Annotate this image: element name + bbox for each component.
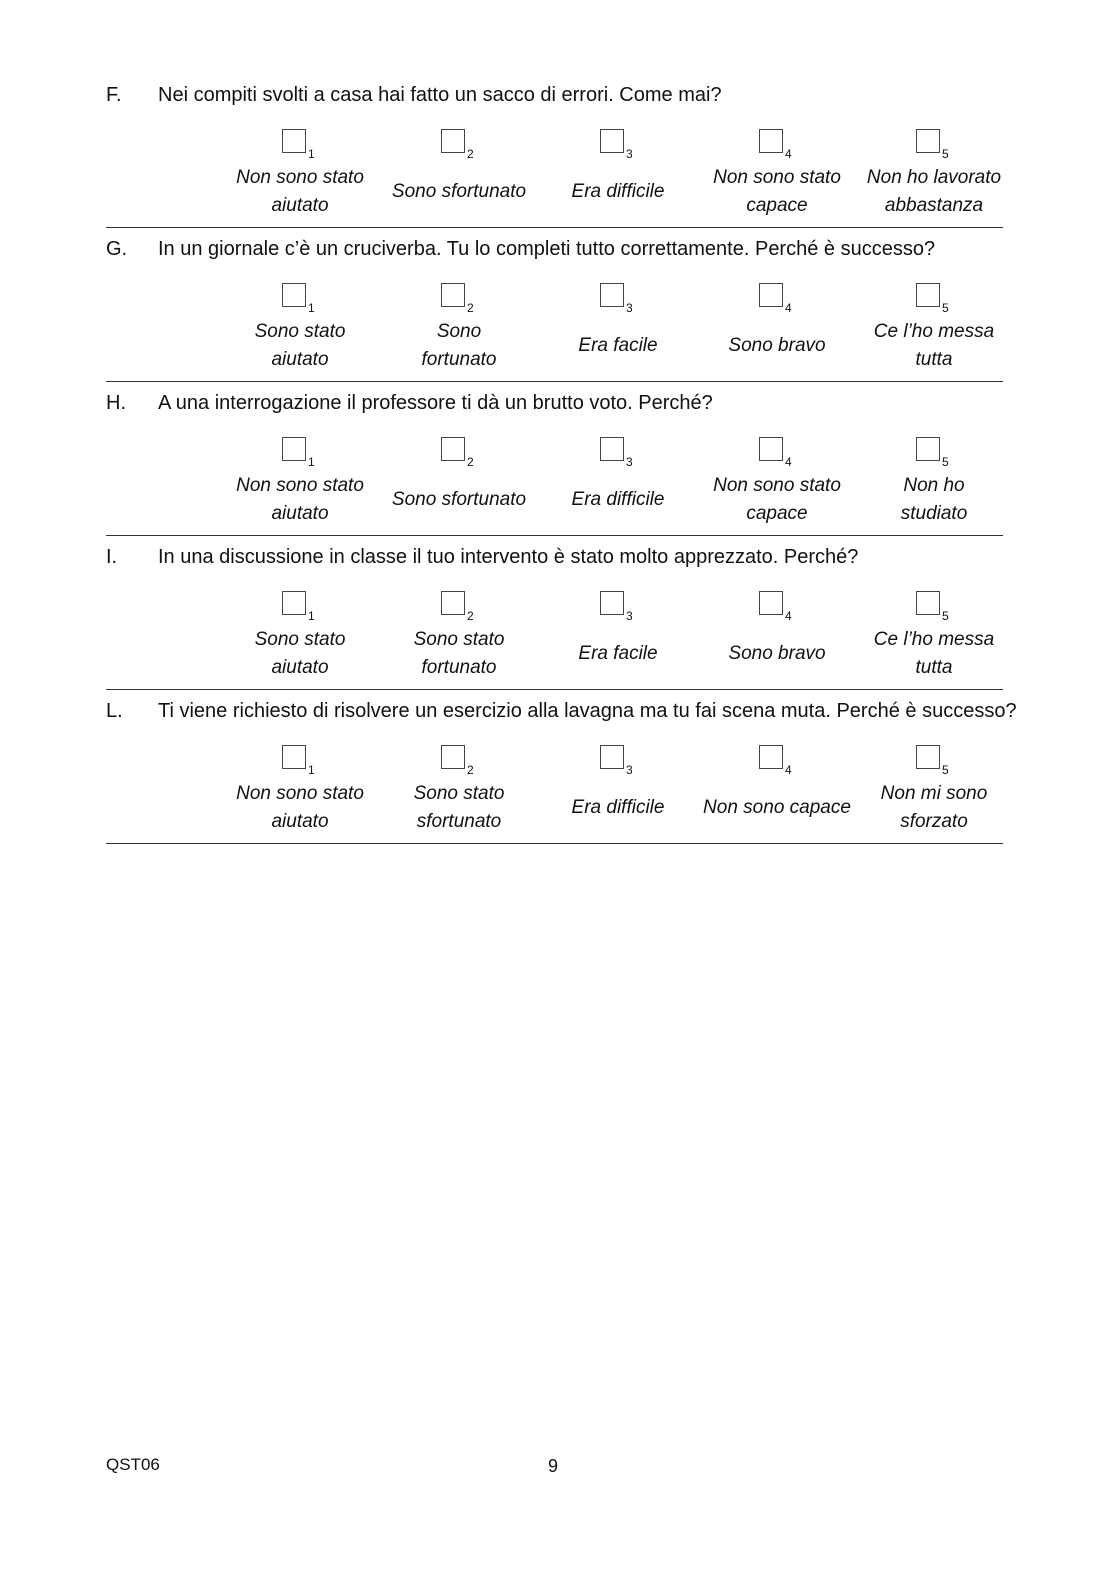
question-text: In un giornale c’è un cruciverba. Tu lo completi tutto correttamente. Perché è successo?: [158, 238, 936, 260]
option-label: Non ho lavorato abbastanza: [866, 167, 1002, 216]
option-checkbox[interactable]: [916, 283, 940, 307]
option-checkbox[interactable]: [600, 129, 624, 153]
option-4: [698, 745, 856, 835]
option-label: Era difficile: [571, 181, 665, 202]
question-letter: H.: [106, 392, 126, 414]
option-5: [855, 745, 1013, 835]
option-number: 1: [308, 147, 315, 161]
option-label: Era facile: [578, 335, 658, 356]
option-3: [539, 437, 697, 527]
option-checkbox[interactable]: [916, 591, 940, 615]
option-checkbox[interactable]: [282, 437, 306, 461]
option-number: 2: [467, 455, 474, 469]
option-number: 2: [467, 147, 474, 161]
option-number: 4: [785, 763, 792, 777]
option-checkbox[interactable]: [759, 591, 783, 615]
option-label: Ce l’ho messa tutta: [873, 321, 995, 370]
option-checkbox[interactable]: [282, 129, 306, 153]
option-checkbox[interactable]: [916, 129, 940, 153]
option-checkbox[interactable]: [282, 591, 306, 615]
option-number: 1: [308, 455, 315, 469]
option-number: 5: [942, 455, 949, 469]
option-number: 2: [467, 763, 474, 777]
option-checkbox[interactable]: [759, 129, 783, 153]
option-number: 5: [942, 301, 949, 315]
option-checkbox[interactable]: [441, 283, 465, 307]
option-2: [380, 437, 538, 527]
option-label: Sono stato aiutato: [254, 629, 346, 678]
question-letter: I.: [106, 546, 118, 568]
footer-document-code: QST06: [106, 1455, 160, 1474]
option-checkbox[interactable]: [441, 591, 465, 615]
option-1: [221, 745, 379, 835]
option-label: Sono stato aiutato: [254, 321, 346, 370]
option-checkbox[interactable]: [441, 437, 465, 461]
option-label: Non sono stato aiutato: [236, 475, 364, 524]
option-label: Sono fortunato: [421, 321, 497, 370]
option-number: 5: [942, 609, 949, 623]
option-label: Sono bravo: [728, 643, 826, 664]
question-h: [106, 382, 1003, 536]
question-text: Ti viene richiesto di risolvere un esercizio alla lavagna ma tu fai scena muta. Perché è successo?: [158, 700, 1017, 722]
option-2: [380, 129, 538, 219]
option-1: [221, 283, 379, 373]
option-checkbox[interactable]: [759, 437, 783, 461]
question-l: [106, 690, 1017, 844]
option-checkbox[interactable]: [600, 283, 624, 307]
option-number: 3: [626, 455, 633, 469]
option-2: [380, 745, 538, 835]
question-text: In una discussione in classe il tuo intervento è stato molto apprezzato. Perché?: [158, 546, 859, 568]
option-number: 4: [785, 609, 792, 623]
option-label: Non mi sono sforzato: [880, 783, 988, 832]
option-number: 3: [626, 147, 633, 161]
option-number: 3: [626, 763, 633, 777]
option-number: 3: [626, 301, 633, 315]
option-label: Sono bravo: [728, 335, 826, 356]
option-5: [855, 591, 1013, 681]
option-5: [855, 437, 1013, 527]
option-1: [221, 591, 379, 681]
option-5: [855, 283, 1013, 373]
option-4: [698, 591, 856, 681]
option-checkbox[interactable]: [759, 283, 783, 307]
question-text: A una interrogazione il professore ti dà un brutto voto. Perché?: [158, 392, 713, 414]
question-letter: L.: [106, 700, 123, 722]
option-checkbox[interactable]: [441, 129, 465, 153]
option-1: [221, 129, 379, 219]
option-label: Era difficile: [571, 797, 665, 818]
option-checkbox[interactable]: [282, 283, 306, 307]
option-label: Ce l’ho messa tutta: [873, 629, 995, 678]
option-label: Sono sfortunato: [391, 181, 527, 202]
option-label: Sono sfortunato: [391, 489, 527, 510]
option-1: [221, 437, 379, 527]
option-4: [698, 437, 856, 527]
option-label: Sono stato fortunato: [413, 629, 505, 678]
option-number: 1: [308, 763, 315, 777]
option-label: Non sono capace: [703, 797, 851, 818]
option-label: Non sono stato capace: [713, 167, 841, 216]
option-checkbox[interactable]: [600, 437, 624, 461]
option-5: [855, 129, 1013, 219]
option-4: [698, 129, 856, 219]
question-i: [106, 536, 1003, 690]
option-number: 2: [467, 609, 474, 623]
option-label: Non sono stato aiutato: [236, 783, 364, 832]
option-label: Era facile: [578, 643, 658, 664]
option-3: [539, 283, 697, 373]
option-number: 1: [308, 609, 315, 623]
question-f: [106, 74, 1003, 228]
option-checkbox[interactable]: [916, 745, 940, 769]
option-checkbox[interactable]: [600, 591, 624, 615]
question-letter: G.: [106, 238, 128, 260]
option-number: 4: [785, 147, 792, 161]
option-label: Non ho studiato: [900, 475, 968, 524]
option-checkbox[interactable]: [600, 745, 624, 769]
option-number: 1: [308, 301, 315, 315]
option-number: 4: [785, 301, 792, 315]
option-4: [698, 283, 856, 373]
option-2: [380, 591, 538, 681]
question-g: [106, 228, 1003, 382]
option-3: [539, 745, 697, 835]
question-letter: F.: [106, 84, 122, 106]
option-label: Non sono stato capace: [713, 475, 841, 524]
option-label: Era difficile: [571, 489, 665, 510]
option-label: Non sono stato aiutato: [236, 167, 364, 216]
option-checkbox[interactable]: [916, 437, 940, 461]
option-number: 3: [626, 609, 633, 623]
option-checkbox[interactable]: [759, 745, 783, 769]
option-number: 5: [942, 763, 949, 777]
option-3: [539, 129, 697, 219]
option-number: 4: [785, 455, 792, 469]
option-number: 2: [467, 301, 474, 315]
option-3: [539, 591, 697, 681]
option-label: Sono stato sfortunato: [413, 783, 505, 832]
question-text: Nei compiti svolti a casa hai fatto un sacco di errori. Come mai?: [158, 84, 722, 106]
option-checkbox[interactable]: [441, 745, 465, 769]
option-number: 5: [942, 147, 949, 161]
option-2: [380, 283, 538, 373]
option-checkbox[interactable]: [282, 745, 306, 769]
footer-page-number: 9: [548, 1456, 559, 1476]
